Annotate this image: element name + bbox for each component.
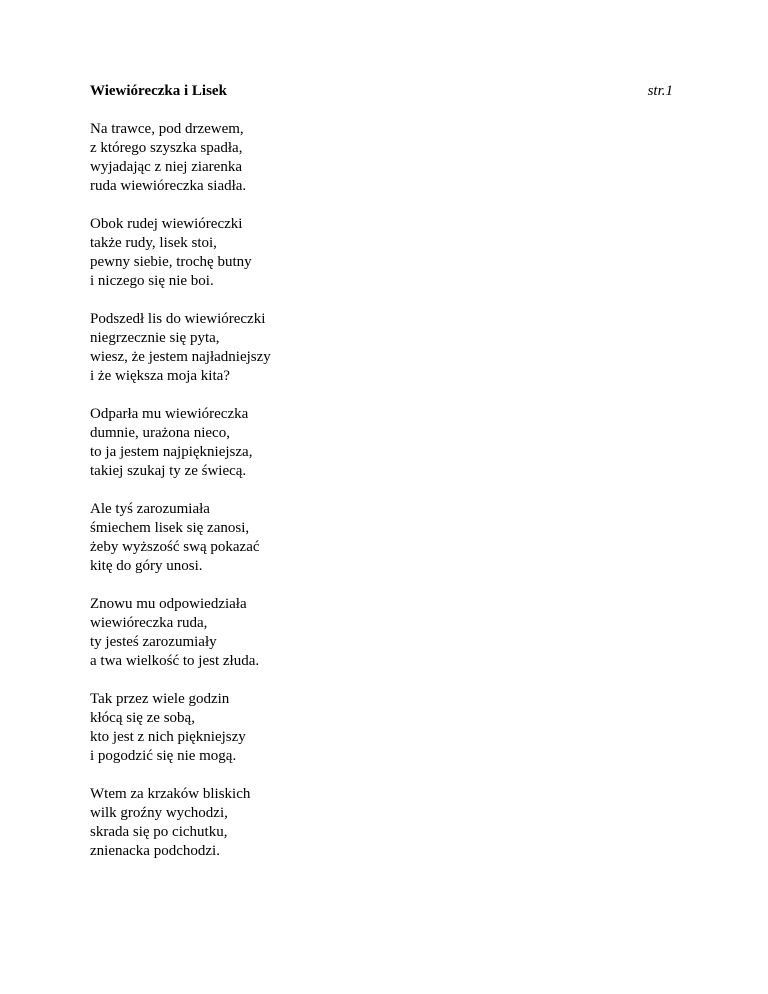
- stanza-5: [90, 500, 490, 576]
- poem-line: Obok rudej wiewióreczki: [90, 216, 243, 232]
- poem-line: także rudy, lisek stoi,: [90, 235, 217, 251]
- stanza-6: [90, 595, 490, 671]
- poem-line: wyjadając z niej ziarenka: [90, 159, 242, 175]
- poem-line: niegrzecznie się pyta,: [90, 330, 220, 346]
- poem-title: Wiewióreczka i Lisek: [90, 83, 227, 99]
- poem-line: kłócą się ze sobą,: [90, 710, 195, 726]
- poem-line: pewny siebie, trochę butny: [90, 254, 252, 270]
- poem-line: Wtem za krzaków bliskich: [90, 786, 251, 802]
- stanza-7: [90, 690, 490, 766]
- poem-line: z którego szyszka spadła,: [90, 140, 243, 156]
- poem-line: ty jesteś zarozumiały: [90, 634, 217, 650]
- poem-line: żeby wyższość swą pokazać: [90, 539, 260, 555]
- poem-line: i że większa moja kita?: [90, 368, 230, 384]
- poem-line: wiewióreczka ruda,: [90, 615, 208, 631]
- poem-line: dumnie, urażona nieco,: [90, 425, 230, 441]
- poem-line: wilk groźny wychodzi,: [90, 805, 228, 821]
- poem-line: i pogodzić się nie mogą.: [90, 748, 237, 764]
- poem-line: Podszedł lis do wiewióreczki: [90, 311, 266, 327]
- poem-line: Tak przez wiele godzin: [90, 691, 230, 707]
- poem-line: i niczego się nie boi.: [90, 273, 214, 289]
- poem-line: a twa wielkość to jest złuda.: [90, 653, 260, 669]
- poem-line: znienacka podchodzi.: [90, 843, 220, 859]
- stanza-1: [90, 120, 490, 196]
- stanza-2: [90, 215, 490, 291]
- poem-line: takiej szukaj ty ze świecą.: [90, 463, 247, 479]
- stanza-4: [90, 405, 490, 481]
- stanza-3: [90, 310, 490, 386]
- poem-line: śmiechem lisek się zanosi,: [90, 520, 250, 536]
- poem-line: kto jest z nich piękniejszy: [90, 729, 246, 745]
- poem-line: Znowu mu odpowiedziała: [90, 596, 247, 612]
- stanza-8: [90, 785, 490, 861]
- poem-line: wiesz, że jestem najładniejszy: [90, 349, 271, 365]
- page-number: str.1: [647, 83, 673, 99]
- poem-line: Odparła mu wiewióreczka: [90, 406, 249, 422]
- poem-line: ruda wiewióreczka siadła.: [90, 178, 247, 194]
- poem-line: Ale tyś zarozumiała: [90, 501, 210, 517]
- poem-line: to ja jestem najpiękniejsza,: [90, 444, 253, 460]
- poem-body: [90, 120, 490, 880]
- poem-line: kitę do góry unosi.: [90, 558, 203, 574]
- poem-line: Na trawce, pod drzewem,: [90, 121, 244, 137]
- poem-line: skrada się po cichutku,: [90, 824, 228, 840]
